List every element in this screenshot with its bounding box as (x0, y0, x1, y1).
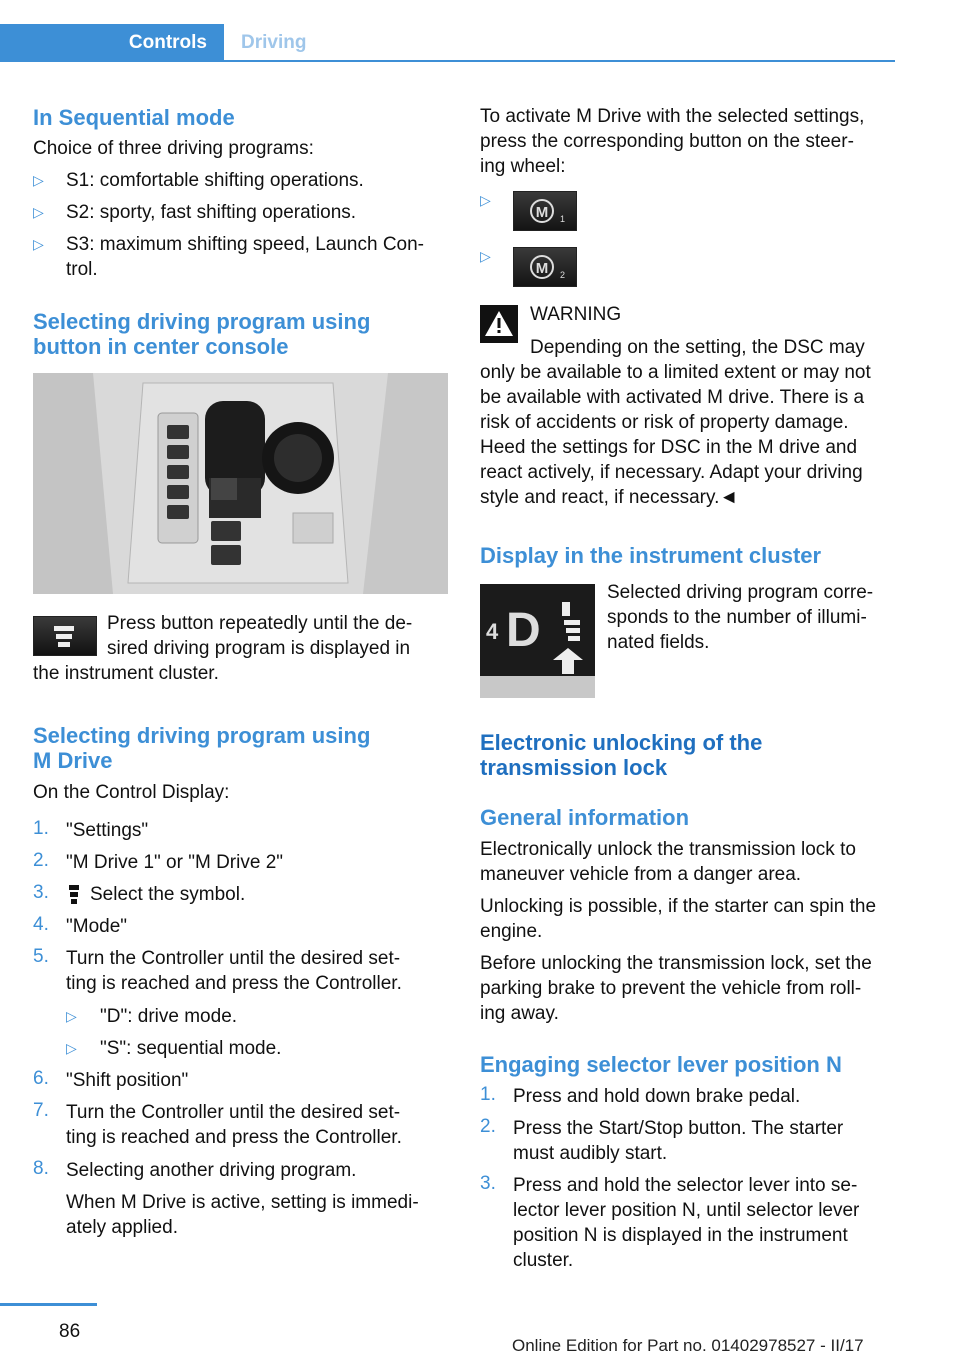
list-item-text: trol. (66, 259, 98, 280)
warning-line: Heed the settings for DSC in the M drive and (480, 437, 858, 458)
warning-line: be available with activated M drive. There is a (480, 387, 865, 408)
instrument-cluster-image (480, 584, 595, 698)
step-number: 2. (480, 1116, 496, 1137)
warning-icon (480, 305, 518, 343)
step-text: Turn the Controller until the desired set- (66, 1102, 401, 1123)
list-item (33, 232, 453, 288)
cluster-gear-number: 4 (486, 619, 499, 644)
triangle-bullet-icon: ▷ (480, 192, 491, 208)
general-line: Electronically unlock the transmission lock to (480, 839, 856, 860)
triangle-bullet-icon: ▷ (66, 1040, 77, 1056)
heading-electronic-unlocking: Electronic unlocking of the (480, 730, 763, 755)
step-text: position N is displayed in the instrument (513, 1225, 848, 1246)
step-text: lector lever position N, until selector lever (513, 1200, 860, 1221)
activate-text-1: To activate M Drive with the selected settings, (480, 106, 865, 127)
step-text: ting is reached and press the Controller. (66, 1127, 402, 1148)
warning-line: react actively, if necessary. Adapt your driving (480, 462, 863, 483)
general-line: Before unlocking the transmission lock, set the (480, 953, 872, 974)
tab-driving[interactable]: Driving (241, 32, 307, 53)
seq-intro: Choice of three driving programs: (33, 138, 314, 159)
chapter-tabs (0, 24, 895, 62)
display-text: nated fields. (607, 632, 710, 653)
list-item-text: S2: sporty, fast shifting operations. (66, 202, 357, 223)
step-text: "M Drive 1" or "M Drive 2" (66, 852, 284, 873)
list-item (33, 200, 453, 232)
triangle-bullet-icon: ▷ (66, 1008, 77, 1024)
press-text-1: Press button repeatedly until the de- (107, 613, 413, 634)
step-text: cluster. (513, 1250, 574, 1271)
list-item-text: S3: maximum shifting speed, Launch Con- (66, 234, 425, 255)
on-control-display: On the Control Display: (33, 782, 230, 803)
step-text: Turn the Controller until the desired set- (66, 948, 401, 969)
tab-controls-label: Controls (128, 32, 207, 53)
step-number: 1. (480, 1084, 496, 1105)
triangle-bullet-icon: ▷ (33, 204, 44, 220)
warning-line: only be available to a limited extent or may not (480, 362, 871, 383)
svg-text:2: 2 (560, 270, 566, 280)
step-text: ately applied. (66, 1217, 178, 1238)
step-number: 5. (33, 946, 49, 967)
seq-list (33, 168, 453, 288)
step-text: When M Drive is active, setting is immedi- (66, 1192, 419, 1213)
step-text: Select the symbol. (90, 884, 246, 905)
svg-text:M: M (535, 260, 549, 277)
general-line: parking brake to prevent the vehicle from roll- (480, 978, 862, 999)
general-line: maneuver vehicle from a danger area. (480, 864, 802, 885)
list-item-text: S1: comfortable shifting operations. (66, 170, 364, 191)
step-number: 6. (33, 1068, 49, 1089)
step-text: must audibly start. (513, 1143, 668, 1164)
m1-button-icon (513, 191, 577, 231)
step-number: 8. (33, 1158, 49, 1179)
center-console-image (33, 373, 448, 594)
warning-line: style and react, if necessary.◄ (480, 487, 739, 508)
footer-line (0, 1303, 97, 1306)
step-text: Press and hold the selector lever into se- (513, 1175, 858, 1196)
press-text-3: the instrument cluster. (33, 663, 219, 684)
cluster-gear-letter: D (506, 604, 541, 657)
heading-sequential-mode: In Sequential mode (33, 105, 235, 130)
page-number: 86 (59, 1321, 81, 1342)
step-number: 1. (33, 818, 49, 839)
step-text: Selecting another driving program. (66, 1160, 357, 1181)
step-number: 3. (480, 1173, 496, 1194)
heading-select-button-2: button in center console (33, 334, 289, 359)
triangle-bullet-icon: ▷ (33, 236, 44, 252)
warning-line: Depending on the setting, the DSC may (530, 337, 865, 358)
triangle-bullet-icon: ▷ (33, 172, 44, 188)
step-text: "Settings" (66, 820, 149, 841)
heading-engaging-n: Engaging selector lever position N (480, 1052, 842, 1077)
sub-item-text: "S": sequential mode. (100, 1038, 282, 1059)
display-text: Selected driving program corre- (607, 582, 874, 603)
step-number: 3. (33, 882, 49, 903)
edition-text: Online Edition for Part no. 01402978527 - II/17 (512, 1336, 864, 1355)
list-item (33, 168, 453, 200)
heading-select-button: Selecting driving program using (33, 309, 371, 334)
m2-button-icon (513, 247, 577, 287)
activate-text-2: press the corresponding button on the steer- (480, 131, 854, 152)
warning-title: WARNING (530, 304, 622, 325)
heading-electronic-unlocking-2: transmission lock (480, 755, 668, 780)
step-text: "Mode" (66, 916, 128, 937)
step-number: 7. (33, 1100, 49, 1121)
press-text-2: sired driving program is displayed in (107, 638, 411, 659)
step-text: Press and hold down brake pedal. (513, 1086, 801, 1107)
heading-mdrive-2: M Drive (33, 748, 113, 773)
heading-general-info: General information (480, 805, 690, 830)
step-text: Press the Start/Stop button. The starter (513, 1118, 844, 1139)
tab-underline (0, 60, 895, 62)
svg-text:1: 1 (560, 214, 566, 224)
general-line: Unlocking is possible, if the starter can spin the (480, 896, 877, 917)
activate-text-3: ing wheel: (480, 156, 566, 177)
triangle-bullet-icon: ▷ (480, 248, 491, 264)
display-text: sponds to the number of illumi- (607, 607, 867, 628)
heading-mdrive: Selecting driving program using (33, 723, 371, 748)
svg-text:M: M (535, 204, 549, 221)
driving-program-button-icon (33, 616, 97, 656)
sub-item-text: "D": drive mode. (100, 1006, 238, 1027)
general-line: ing away. (480, 1003, 559, 1024)
step-number: 4. (33, 914, 49, 935)
tab-controls[interactable] (0, 24, 224, 60)
warning-line: risk of accidents or risk of property damage. (480, 412, 849, 433)
step-text: "Shift position" (66, 1070, 189, 1091)
heading-display-cluster: Display in the instrument cluster (480, 543, 822, 568)
driving-program-symbol-icon (69, 884, 79, 906)
step-text: ting is reached and press the Controller. (66, 973, 402, 994)
general-line: engine. (480, 921, 543, 942)
step-number: 2. (33, 850, 49, 871)
